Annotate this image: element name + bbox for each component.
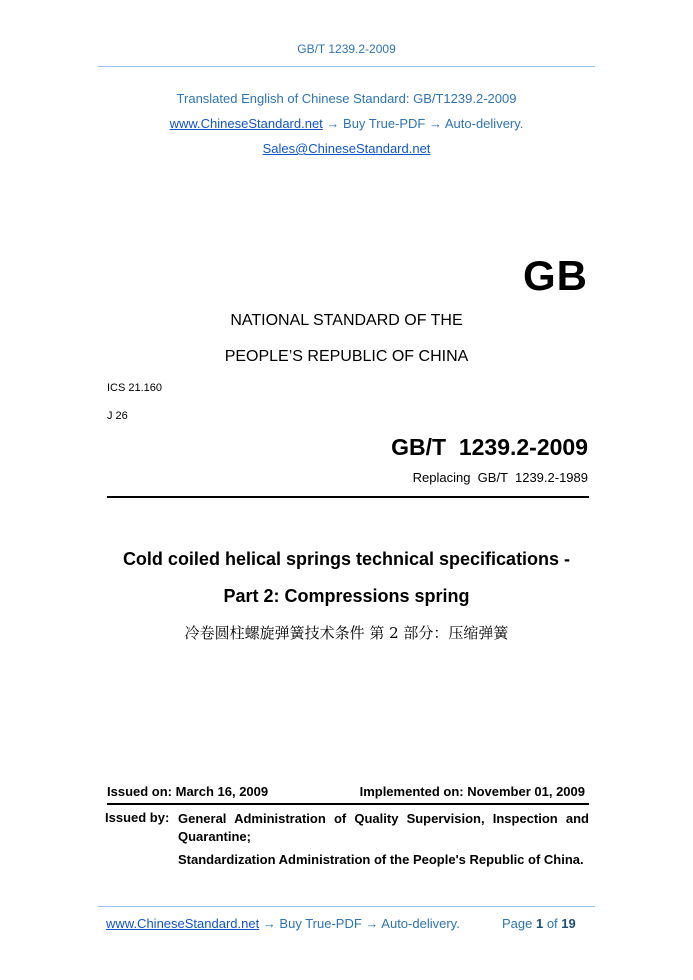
title-english-line2: Part 2: Compressions spring: [223, 586, 470, 606]
footer-buy-line: [106, 916, 460, 931]
email-line: [0, 141, 693, 156]
header-rule: [98, 66, 595, 67]
title-english-line1: Cold coiled helical springs technical specifications -: [122, 549, 571, 569]
issued-by-label: Issued by:: [105, 810, 170, 825]
replacing-note: Replacing GB/T 1239.2-1989: [412, 470, 588, 485]
sales-email-link[interactable]: Sales@ChineseStandard.net: [262, 141, 431, 156]
prc-line: PEOPLE’S REPUBLIC OF CHINA: [224, 348, 469, 365]
promo-buy-text: → Buy True-PDF → Auto-delivery.: [322, 116, 524, 131]
dates-rule: [107, 803, 589, 805]
title-chinese: 冷卷圆柱螺旋弹簧技术条件 第 2 部分：压缩弹簧: [184, 624, 509, 642]
ics-code: ICS 21.160: [107, 382, 163, 394]
implemented-on: Implemented on: November 01, 2009: [359, 784, 585, 799]
footer-rule: [98, 906, 595, 907]
dates-row: [107, 784, 589, 799]
footer-buy-text: → Buy True-PDF → Auto-delivery.: [259, 916, 460, 931]
gb-mark: GB: [523, 252, 588, 299]
issuer-sac: Standardization Administration of the People's Republic of China.: [178, 852, 584, 867]
number-rule: [107, 496, 589, 498]
page-total: 19: [561, 916, 576, 931]
promo-line: Translated English of Chinese Standard: GB/T1239.2-2009: [176, 91, 517, 106]
page-of: of: [543, 916, 562, 931]
standard-number: GB/T 1239.2-2009: [391, 434, 588, 460]
page-current: 1: [535, 916, 544, 931]
issuer-aqsiq: General Administration of Quality Supervision, Inspection and Quarantine;: [178, 811, 589, 844]
running-header: GB/T 1239.2-2009: [297, 42, 396, 56]
page-label: Page: [502, 916, 536, 931]
national-standard-line: NATIONAL STANDARD OF THE: [230, 312, 463, 329]
promo-buy-line: [0, 116, 693, 131]
footer-site-link[interactable]: www.ChineseStandard.net: [106, 916, 260, 931]
issued-on: Issued on: March 16, 2009: [107, 784, 269, 799]
ccs-code: J 26: [107, 410, 128, 422]
site-link[interactable]: www.ChineseStandard.net: [169, 116, 323, 131]
page-indicator: [502, 916, 576, 931]
